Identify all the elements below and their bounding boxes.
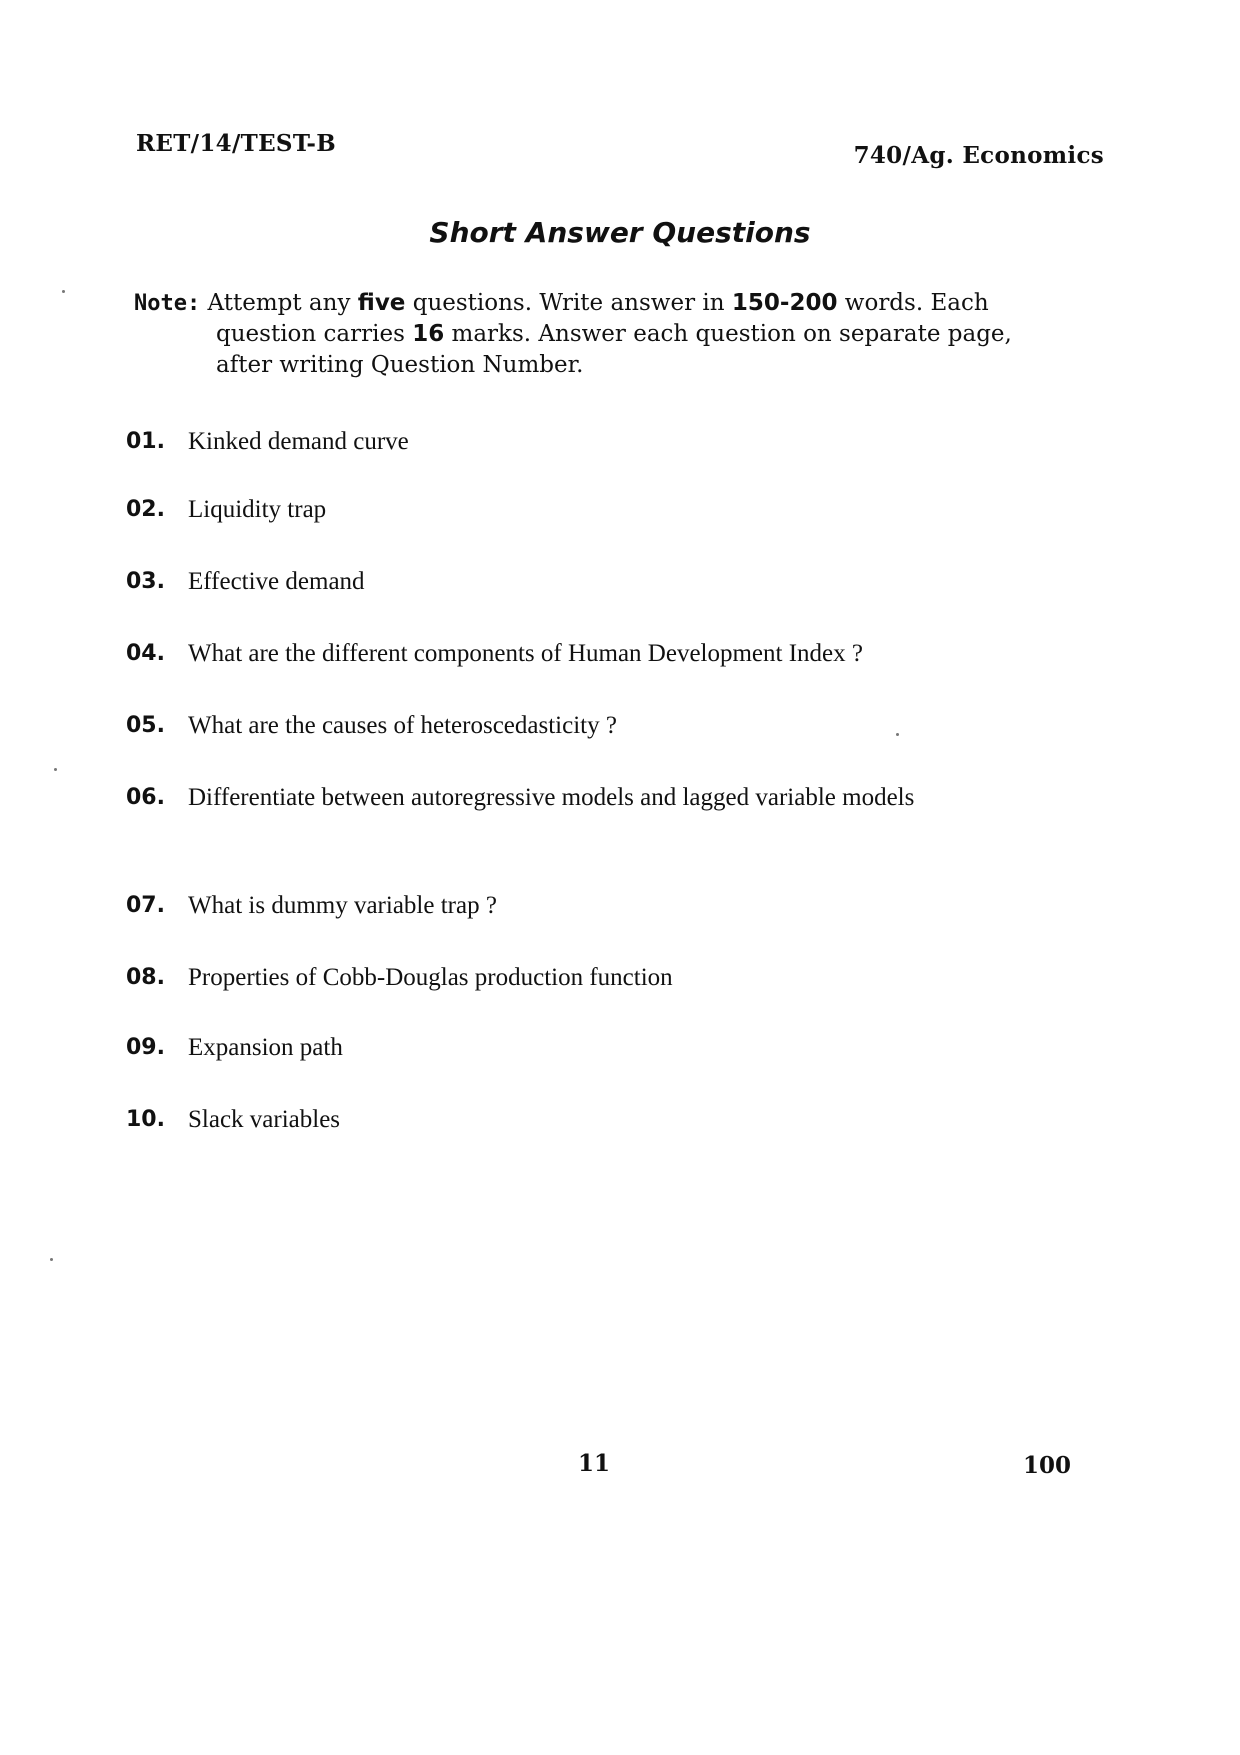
subject-code: 740/Ag. Economics (853, 142, 1104, 169)
paper-code: RET/14/TEST-B (136, 130, 337, 157)
question-item (126, 1032, 1096, 1063)
note-text-b: questions. Write answer in (405, 290, 732, 316)
question-item (126, 962, 1096, 993)
question-text: Properties of Cobb-Douglas production function (188, 964, 673, 991)
scan-speck (896, 733, 899, 736)
question-item (126, 890, 1096, 921)
note-line-1 (134, 288, 1104, 319)
question-text: Kinked demand curve (188, 428, 409, 455)
question-number: 09. (126, 1035, 165, 1060)
scan-speck (50, 1258, 53, 1261)
question-text: Differentiate between autoregressive models and lagged variable models (188, 784, 915, 811)
section-title: Short Answer Questions (429, 216, 811, 249)
question-item (126, 638, 1096, 669)
note-bold-five: five (357, 290, 406, 316)
footer-code: 100 (1023, 1452, 1072, 1479)
question-item (126, 1104, 1096, 1135)
note-bold-marks: 16 (412, 321, 445, 347)
question-text: Effective demand (188, 568, 365, 595)
question-text: Liquidity trap (188, 496, 327, 523)
note-text-c: words. Each (837, 290, 989, 316)
note-text-a: Attempt any (207, 290, 358, 316)
note-label: Note: (134, 291, 201, 316)
question-text: What are the different components of Human Development Index ? (188, 640, 863, 667)
note-bold-word-count: 150-200 (731, 290, 838, 316)
question-number: 02. (126, 497, 165, 522)
question-number: 07. (126, 893, 165, 918)
question-text: Slack variables (188, 1106, 341, 1133)
question-text: What is dummy variable trap ? (188, 892, 497, 919)
question-number: 05. (126, 713, 165, 738)
page-number: 11 (578, 1450, 611, 1477)
question-number: 06. (126, 785, 165, 810)
question-number: 03. (126, 569, 165, 594)
question-number: 10. (126, 1107, 165, 1132)
question-item (126, 782, 1096, 813)
note-text-d: question carries (216, 321, 413, 347)
question-number: 08. (126, 965, 165, 990)
question-item (126, 566, 1096, 597)
question-number: 01. (126, 429, 165, 454)
note-line-3: after writing Question Number. (216, 352, 584, 378)
question-number: 04. (126, 641, 165, 666)
note-line-2 (134, 319, 1104, 350)
question-item (126, 494, 1096, 525)
question-item (126, 710, 1096, 741)
question-text: What are the causes of heteroscedasticity ? (188, 712, 617, 739)
question-text: Expansion path (188, 1034, 343, 1061)
note-text-e: marks. Answer each question on separate page, (444, 321, 1012, 347)
scan-speck (62, 290, 65, 293)
instructions-note (134, 288, 1104, 381)
question-item (126, 426, 1096, 457)
scan-speck (54, 768, 57, 771)
